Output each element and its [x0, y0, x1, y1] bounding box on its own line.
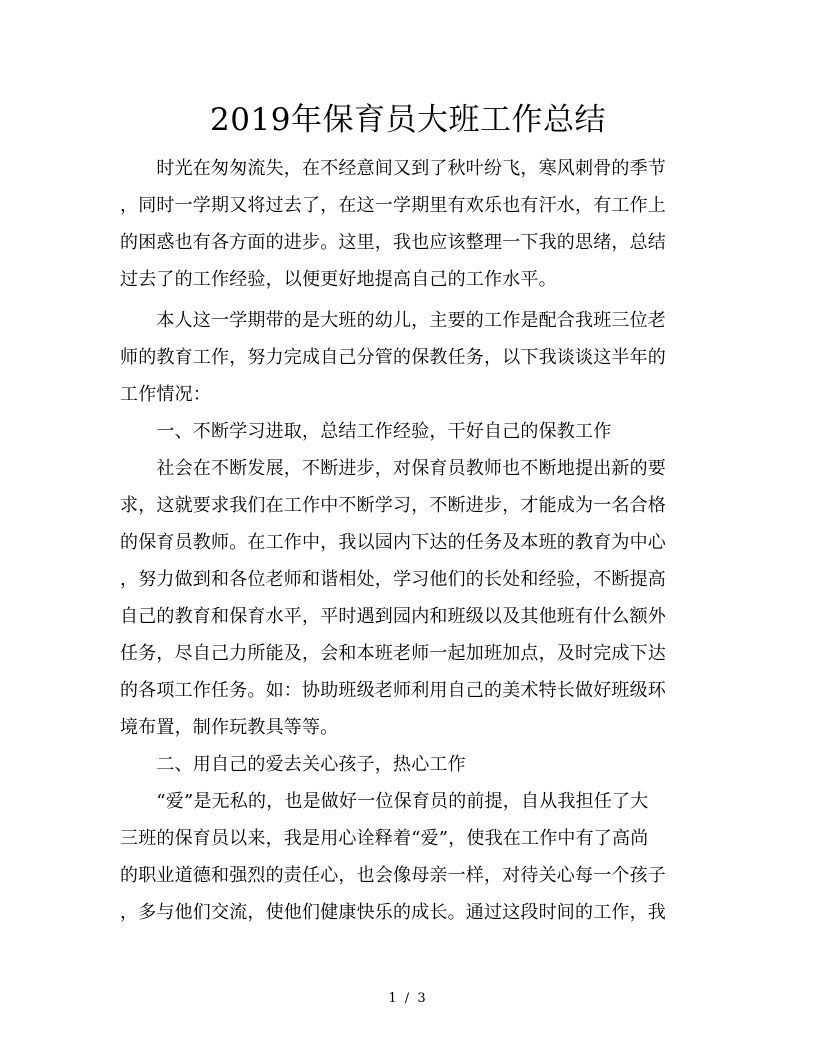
- body-line: 三班的保育员以来，我是用心诠释着“爱”，使我在工作中有了高尚: [120, 828, 649, 849]
- body-line: ，多与他们交流，使他们健康快乐的成长。通过这段时间的工作，我: [120, 902, 666, 923]
- body-line: 师的教育工作，努力完成自己分管的保教任务，以下我谈谈这半年的: [120, 347, 666, 368]
- body-line: 的保育员教师。在工作中，我以园内下达的任务及本班的教育为中心: [120, 532, 666, 553]
- section-heading: 二、用自己的爱去关心孩子，热心工作: [120, 754, 466, 775]
- body-line: ，努力做到和各位老师和谐相处，学习他们的长处和经验，不断提高: [120, 569, 666, 590]
- body-line: “爱”是无私的，也是做好一位保育员的前提，自从我担任了大: [120, 791, 649, 812]
- body-line: 的各项工作任务。如：协助班级老师利用自己的美术特长做好班级环: [120, 680, 666, 701]
- body-line: 社会在不断发展，不断进步，对保育员教师也不断地提出新的要: [120, 458, 666, 479]
- body-line: ，同时一学期又将过去了，在这一学期里有欢乐也有汗水，有工作上: [120, 195, 666, 216]
- page-number: 1 / 3: [388, 991, 428, 1006]
- document-title: 2019年保育员大班工作总结: [210, 102, 606, 138]
- body-line: 的职业道德和强烈的责任心，也会像母亲一样，对待关心每一个孩子: [120, 865, 666, 886]
- body-line: 自己的教育和保育水平，平时遇到园内和班级以及其他班有什么额外: [120, 606, 666, 627]
- body-line: 本人这一学期带的是大班的幼儿，主要的工作是配合我班三位老: [120, 310, 666, 331]
- body-line: 的困惑也有各方面的进步。这里，我也应该整理一下我的思绪，总结: [120, 232, 666, 253]
- body-line: 时光在匆匆流失，在不经意间又到了秋叶纷飞，寒风刺骨的季节: [120, 158, 666, 179]
- body-line: 任务，尽自己力所能及，会和本班老师一起加班加点，及时完成下达: [120, 643, 666, 664]
- body-line: 工作情况：: [120, 384, 211, 405]
- body-line: 求，这就要求我们在工作中不断学习，不断进步，才能成为一名合格: [120, 495, 666, 516]
- document-body: [120, 150, 688, 931]
- body-line: 过去了的工作经验，以便更好地提高自己的工作水平。: [120, 269, 557, 290]
- section-heading: 一、不断学习进取，总结工作经验，干好自己的保教工作: [120, 421, 612, 442]
- body-line: 境布置，制作玩教具等等。: [120, 717, 339, 738]
